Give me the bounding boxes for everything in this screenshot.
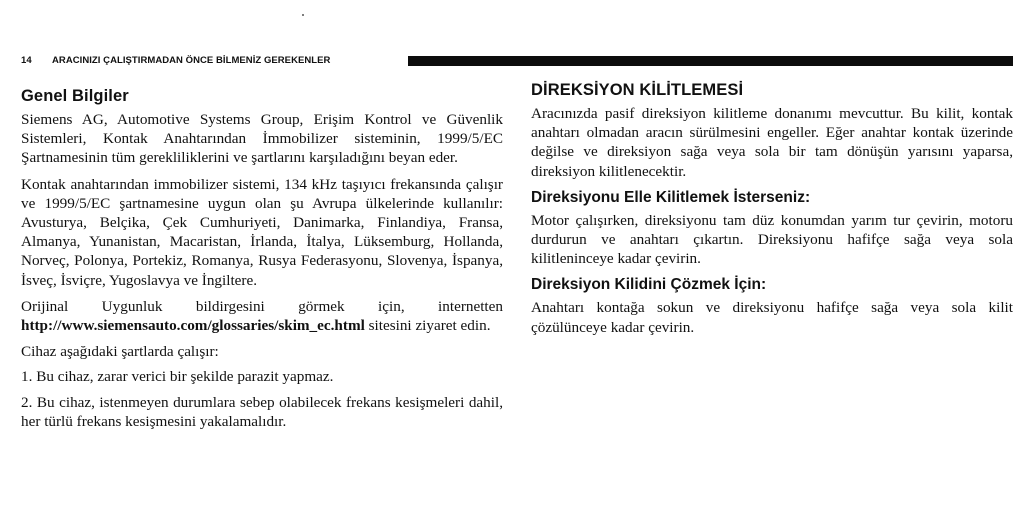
conditions-intro: Cihaz aşağıdaki şartlarda çalışır: — [21, 343, 219, 361]
section-heading-general-info: Genel Bilgiler — [21, 87, 129, 105]
paragraph-unlock: Anahtarı kontağa sokun ve direksiyonu hafifçe sağa veya sola kilit çözülünceye kadar çevirin. — [531, 299, 1013, 336]
paragraph-countries: Kontak anahtarından immobilizer sistemi, 134 kHz taşıyıcı frekansında çalışır ve 1999/5/EC şartnamesine uygun olan şu Avrupa ülkelerinde kullanılır: Avusturya, Belçika, Çek Cumhuriyeti, Danimarka, Finlandiya, Fransa, Almanya, Yunanistan, Macaristan, İrlanda, İtalya, Lüksemburg, Hollanda, Norveç, Polonya, Portekiz, Romanya, Rusya Federasyonu, Slovenya, İspanya, İsveç, İsviçre, Yugoslavya ve İngiltere. — [21, 175, 503, 289]
conformity-text-after: sitesini ziyaret edin. — [364, 317, 491, 335]
subheading-unlock: Direksiyon Kilidini Çözmek İçin: — [531, 276, 767, 294]
paragraph-conformity — [21, 297, 503, 335]
conformity-url-link[interactable]: http://www.siemensauto.com/glossaries/skim_ec.html — [21, 317, 365, 335]
scan-artifact — [302, 14, 304, 16]
header-rule-bar — [408, 56, 1013, 66]
paragraph-declaration: Siemens AG, Automotive Systems Group, Erişim Kontrol ve Güvenlik Sistemleri, Kontak Anahtarından İmmobilizer sisteminin, 1999/5/EC Şartnamesinin tüm gerekliliklerini ve şartlarını karşıladığını beyan eder. — [21, 111, 503, 167]
left-column — [21, 86, 503, 437]
right-column — [531, 80, 1013, 344]
condition-item-1: 1. Bu cihaz, zarar verici bir şekilde parazit yapmaz. — [21, 368, 334, 386]
condition-item-2: 2. Bu cihaz, istenmeyen durumlara sebep olabilecek frekans kesişmeleri dahil, her türlü frekans kesişmesini yakalamalıdır. — [21, 393, 503, 430]
paragraph-steering-lock-intro: Aracınızda pasif direksiyon kilitleme donanımı mevcuttur. Bu kilit, kontak anahtarı olmadan aracın sürülmesini engeller. Eğer anahtar kontak üzerinde değilse ve direksiyon sağa veya sola bir tam dönüşün yarısını yaparsa, direksiyon kilitlenecektir. — [531, 105, 1013, 180]
subheading-manual-lock: Direksiyonu Elle Kilitlemek İsterseniz: — [531, 188, 811, 206]
conformity-text-before: Orijinal Uygunluk bildirgesini görmek için, internetten — [21, 297, 503, 315]
section-heading-steering-lock: DİREKSİYON KİLİTLEMESİ — [531, 81, 744, 99]
running-title: ARACINIZI ÇALIŞTIRMADAN ÖNCE BİLMENİZ GEREKENLER — [52, 55, 331, 66]
page-number: 14 — [21, 55, 32, 66]
paragraph-manual-lock: Motor çalışırken, direksiyonu tam düz konumdan yarım tur çevirin, motoru durdurun ve anahtarı çıkartın. Direksiyonu hafifçe sağa veya sola kilitleninceye kadar çevirin. — [531, 211, 1013, 268]
page-header — [21, 54, 1024, 68]
